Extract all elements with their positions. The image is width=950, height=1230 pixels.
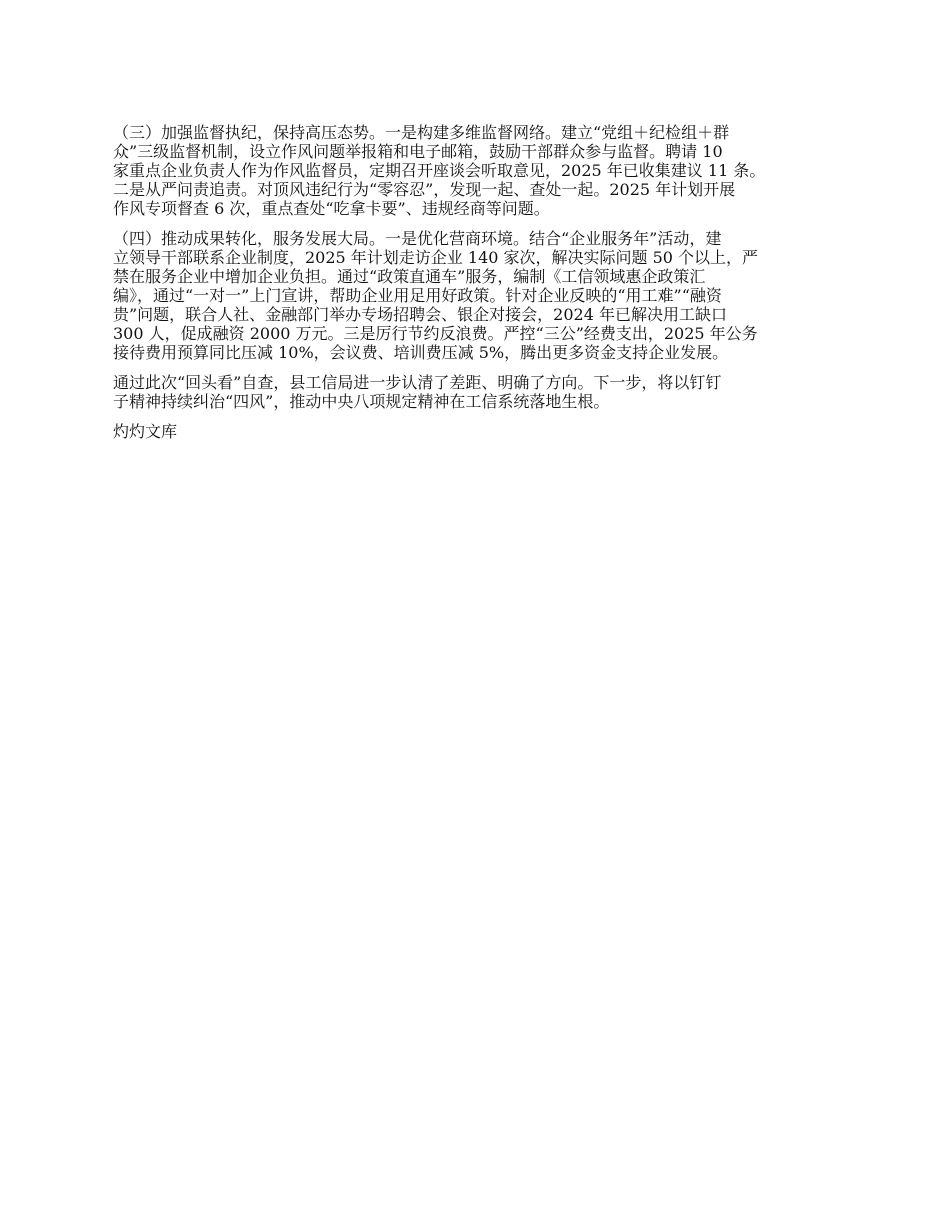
- text-line: 禁在服务企业中增加企业负担。通过“政策直通车”服务，编制《工信领域惠企政策汇: [113, 267, 706, 286]
- text-line: 子精神持续纠治“四风”，推动中央八项规定精神在工信系统落地生根。: [113, 392, 610, 411]
- text-line: 贵”问题，联合人社、金融部门举办专场招聘会、银企对接会，2024 年已解决用工缺口: [113, 305, 727, 324]
- text-line: 接待费用预算同比压减 10%，会议费、培训费压减 5%，腾出更多资金支持企业发展。: [113, 343, 729, 362]
- source-footer: 灼灼文库: [113, 422, 178, 441]
- paragraph-supervision: [113, 123, 848, 218]
- text-line: 作风专项督查 6 次，重点查处“吃拿卡要”、违规经商等问题。: [113, 199, 550, 218]
- text-line: 300 人，促成融资 2000 万元。三是厉行节约反浪费。严控“三公”经费支出，2025 年公务: [113, 324, 758, 343]
- text-line: 家重点企业负责人作为作风监督员，定期召开座谈会听取意见，2025 年已收集建议 11 条。: [113, 161, 766, 180]
- text-line: 二是从严问责追责。对顶风违纪行为“零容忍”，发现一起、查处一起。2025 年计划开展: [113, 180, 736, 199]
- text-line: （三）加强监督执纪，保持高压态势。一是构建多维监督网络。建立“党组＋纪检组＋群: [113, 123, 730, 142]
- paragraph-results: [113, 229, 848, 362]
- paragraph-conclusion: [113, 373, 848, 411]
- text-line: 编》，通过“一对一”上门宣讲，帮助企业用足用好政策。针对企业反映的“用工难”“融资: [113, 286, 722, 305]
- text-line: 通过此次“回头看”自查，县工信局进一步认清了差距、明确了方向。下一步，将以钉钉: [113, 373, 722, 392]
- document-page: [113, 123, 848, 441]
- text-line: 众”三级监督机制，设立作风问题举报箱和电子邮箱，鼓励干部群众参与监督。聘请 10: [113, 142, 723, 161]
- text-line: 立领导干部联系企业制度，2025 年计划走访企业 140 家次，解决实际问题 50 个以上，严: [113, 248, 759, 267]
- text-line: （四）推动成果转化，服务发展大局。一是优化营商环境。结合“企业服务年”活动，建: [113, 229, 722, 248]
